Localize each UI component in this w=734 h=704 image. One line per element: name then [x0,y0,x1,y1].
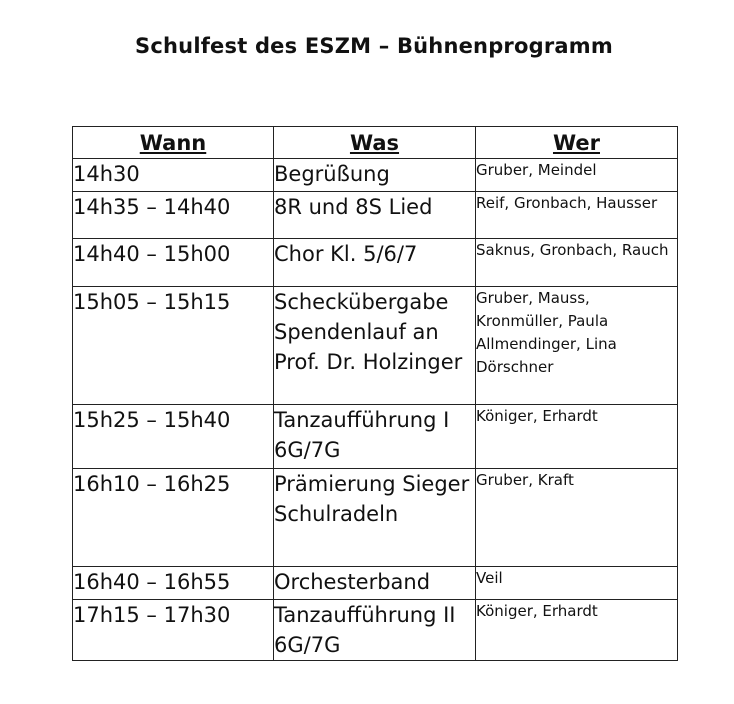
cell-wer: Reif, Gronbach, Hausser [476,192,678,239]
cell-wer: Gruber, Mauss, Kronmüller, Paula Allmendinger, Lina Dörschner [476,287,678,405]
cell-wer: Veil [476,567,678,600]
table-row [73,405,678,469]
cell-wer: Saknus, Gronbach, Rauch [476,239,678,287]
cell-wann: 15h25 – 15h40 [73,405,274,469]
table-row [73,469,678,567]
table-row [73,239,678,287]
cell-was: Tanzaufführung I 6G/7G [274,405,476,469]
cell-wann: 16h40 – 16h55 [73,567,274,600]
table-row [73,600,678,661]
cell-wann: 14h40 – 15h00 [73,239,274,287]
table-row [73,159,678,192]
table-row [73,192,678,239]
cell-wer: Königer, Erhardt [476,600,678,661]
column-header-wer: Wer [476,127,678,159]
column-header-wann: Wann [73,127,274,159]
cell-wann: 15h05 – 15h15 [73,287,274,405]
cell-was: Prämierung Sieger Schulradeln [274,469,476,567]
cell-wann: 14h30 [73,159,274,192]
cell-wer: Königer, Erhardt [476,405,678,469]
table-header-row [73,127,678,159]
cell-was: Chor Kl. 5/6/7 [274,239,476,287]
cell-was: Tanzaufführung II 6G/7G [274,600,476,661]
cell-was: Begrüßung [274,159,476,192]
cell-wann: 14h35 – 14h40 [73,192,274,239]
program-table [72,126,678,661]
column-header-was: Was [274,127,476,159]
cell-wann: 17h15 – 17h30 [73,600,274,661]
cell-was: Orchesterband [274,567,476,600]
table-row [73,287,678,405]
page-title: Schulfest des ESZM – Bühnenprogramm [135,34,613,58]
cell-was: 8R und 8S Lied [274,192,476,239]
cell-was: Scheckübergabe Spendenlauf an Prof. Dr. Holzinger [274,287,476,405]
cell-wer: Gruber, Kraft [476,469,678,567]
table-row [73,567,678,600]
cell-wann: 16h10 – 16h25 [73,469,274,567]
cell-wer: Gruber, Meindel [476,159,678,192]
